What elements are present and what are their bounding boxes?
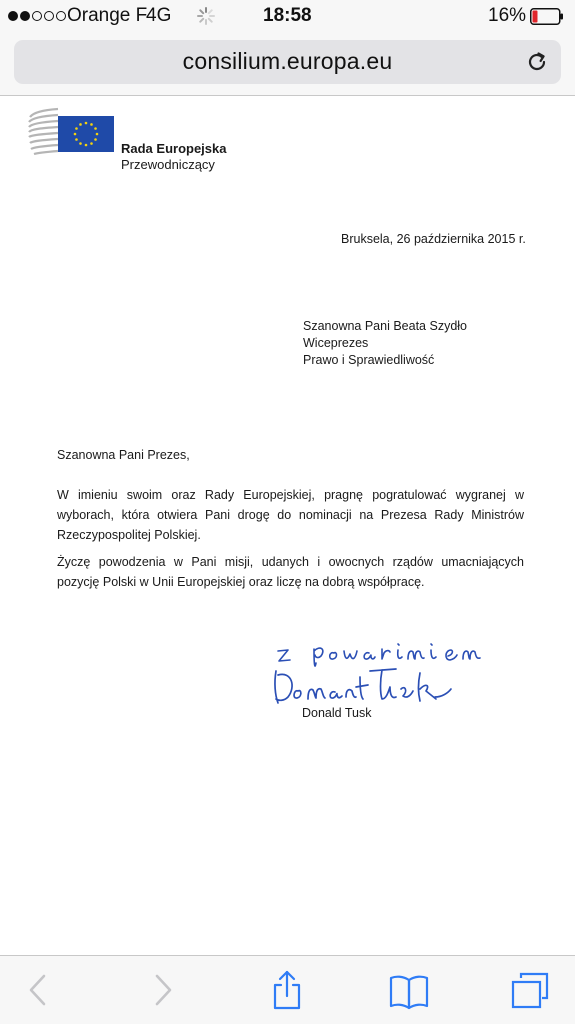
- network-type: 4G: [146, 5, 172, 26]
- battery-percent: 16%: [488, 5, 527, 26]
- eu-star: [79, 142, 82, 145]
- signal-strength-icon: [8, 11, 66, 23]
- eu-flag-icon: [58, 116, 114, 152]
- letter-date: Bruksela, 26 października 2015 r.: [341, 232, 526, 246]
- back-icon[interactable]: [18, 970, 58, 1010]
- browser-address-bar: [0, 34, 575, 96]
- signatory-name: Donald Tusk: [302, 706, 372, 720]
- eu-star: [74, 133, 77, 136]
- url-text[interactable]: consilium.europa.eu: [182, 48, 393, 74]
- forward-icon[interactable]: [143, 970, 183, 1010]
- addressee-block: [303, 318, 467, 369]
- eu-star: [85, 144, 88, 147]
- carrier-name: Orange F: [67, 5, 148, 26]
- eu-star: [90, 142, 93, 145]
- bookmarks-icon[interactable]: [389, 970, 429, 1010]
- eu-star: [79, 123, 82, 126]
- addressee-line: Szanowna Pani Beata Szydło: [303, 319, 467, 333]
- eu-star: [75, 127, 78, 130]
- activity-spinner-icon: [196, 6, 216, 26]
- eu-star: [90, 123, 93, 126]
- salutation: Szanowna Pani Prezes,: [57, 448, 190, 462]
- letter-paragraph: W imieniu swoim oraz Rady Europejskiej, pragnę pogratulować wygranej w wyborach, która otwiera Pani drogę do nominacji na Prezesa Rady Ministrów Rzeczypospolitej Polskiej.: [57, 488, 524, 542]
- eu-star: [85, 122, 88, 125]
- eu-star: [94, 127, 97, 130]
- council-logo-lines: [28, 105, 60, 155]
- browser-toolbar: [0, 955, 575, 1024]
- addressee-line: Prawo i Sprawiedliwość: [303, 353, 435, 367]
- signature: [270, 663, 455, 709]
- addressee-line: Wiceprezes: [303, 336, 369, 350]
- letter-document: [0, 97, 575, 955]
- eu-star: [96, 133, 99, 136]
- reload-icon[interactable]: [525, 50, 549, 74]
- eu-star: [94, 138, 97, 141]
- org-name: Rada Europejska: [121, 141, 227, 156]
- tabs-icon[interactable]: [509, 970, 549, 1010]
- letter-paragraph: Życzę powodzenia w Pani misji, udanych i owocnych rządów umacniających pozycję Polski w Unii Europejskiej oraz liczę na dobrą współpracę.: [57, 555, 524, 589]
- eu-star: [75, 138, 78, 141]
- status-time: 18:58: [263, 5, 312, 26]
- status-bar: [0, 0, 575, 34]
- org-role: Przewodniczący: [121, 157, 215, 172]
- battery-icon: [530, 8, 564, 25]
- url-field[interactable]: [14, 40, 561, 84]
- share-icon[interactable]: [267, 970, 307, 1010]
